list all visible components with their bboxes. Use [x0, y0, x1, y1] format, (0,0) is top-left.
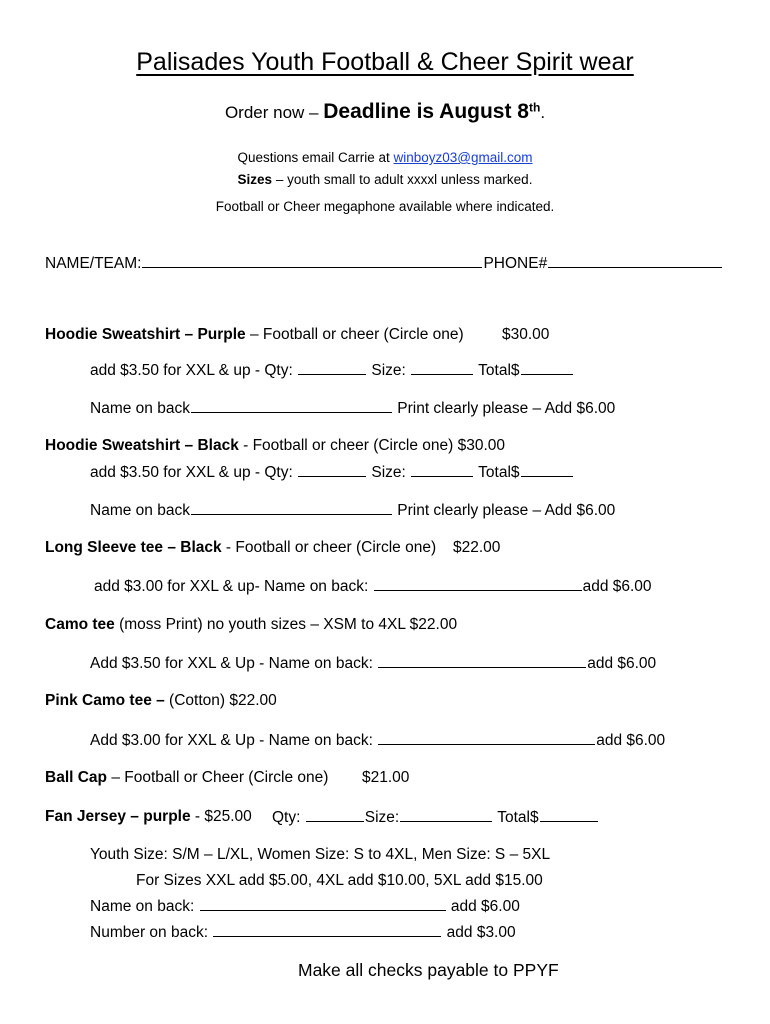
hoodie-purple-name-label: Name on back	[90, 400, 190, 417]
long-sleeve-upcharge: add $3.00 for XXL & up- Name on back:	[94, 578, 373, 595]
hoodie-black-upcharge: add $3.50 for XXL & up - Qty:	[90, 464, 298, 481]
deadline-sup: th	[528, 100, 541, 115]
deadline-line	[0, 100, 770, 124]
name-team-label: NAME/TEAM:	[45, 255, 142, 272]
fan-jersey-title-line	[45, 808, 252, 826]
hoodie-black-name-label: Name on back	[90, 502, 190, 519]
ball-cap-desc: – Football or Cheer (Circle one)	[107, 769, 329, 786]
camo-title-line	[45, 616, 457, 634]
hoodie-black-print-note: Print clearly please – Add $6.00	[392, 502, 616, 519]
fan-jersey-title: Fan Jersey – purple	[45, 808, 191, 825]
hoodie-purple-total-field[interactable]	[521, 361, 573, 375]
hoodie-black-size-field[interactable]	[411, 463, 473, 477]
checks-payable-note: Make all checks payable to PPYF	[298, 960, 559, 980]
ball-cap-title-line	[45, 769, 328, 787]
pink-camo-name-line	[90, 731, 665, 750]
sizes-label: Sizes	[237, 172, 273, 187]
pink-camo-title: Pink Camo tee –	[45, 692, 165, 709]
megaphone-line: Football or Cheer megaphone available where indicated.	[215, 199, 555, 214]
hoodie-black-order-line	[90, 463, 574, 482]
hoodie-purple-print-note: Print clearly please – Add $6.00	[392, 400, 616, 417]
fan-jersey-desc: - $25.00	[190, 808, 252, 825]
pink-camo-title-line	[45, 692, 277, 710]
hoodie-purple-title-line	[45, 326, 464, 344]
pink-camo-upcharge: Add $3.00 for XXL & Up - Name on back:	[90, 732, 378, 749]
hoodie-black-name-field[interactable]	[191, 501, 392, 515]
fan-jersey-total-label: Total$	[493, 809, 539, 826]
ball-cap-title: Ball Cap	[45, 769, 108, 786]
long-sleeve-name-field[interactable]	[374, 577, 582, 591]
hoodie-purple-desc: – Football or cheer (Circle one)	[245, 326, 464, 343]
hoodie-purple-name-line	[90, 399, 615, 418]
fan-jersey-number-add: add $3.00	[442, 924, 516, 941]
pink-camo-name-field[interactable]	[378, 731, 595, 745]
hoodie-black-size-label: Size:	[367, 464, 411, 481]
questions-prefix: Questions email Carrie at	[237, 150, 394, 165]
fan-jersey-qty-label: Qty:	[272, 809, 305, 826]
camo-desc: (moss Print) no youth sizes – XSM to 4XL $22.00	[114, 616, 458, 633]
name-phone-row	[45, 254, 723, 273]
fan-jersey-sizes-line: Youth Size: S/M – L/XL, Women Size: S to 4XL, Men Size: S – 5XL	[90, 846, 551, 863]
camo-name-line	[90, 654, 656, 673]
phone-field[interactable]	[548, 254, 722, 268]
pink-camo-name-add: add $6.00	[596, 732, 666, 749]
hoodie-black-total-field[interactable]	[521, 463, 573, 477]
camo-name-add: add $6.00	[587, 655, 657, 672]
name-team-field[interactable]	[142, 254, 482, 268]
hoodie-purple-price: $30.00	[502, 326, 550, 343]
hoodie-purple-qty-field[interactable]	[298, 361, 366, 375]
fan-jersey-total-field[interactable]	[540, 808, 598, 822]
pink-camo-desc: (Cotton) $22.00	[164, 692, 277, 709]
fan-jersey-number-field[interactable]	[213, 923, 441, 937]
hoodie-purple-title: Hoodie Sweatshirt – Purple	[45, 326, 246, 343]
hoodie-purple-size-field[interactable]	[411, 361, 473, 375]
long-sleeve-title: Long Sleeve tee – Black	[45, 539, 222, 556]
sizes-text: – youth small to adult xxxxl unless marked.	[272, 172, 533, 187]
fan-jersey-size-field[interactable]	[400, 808, 492, 822]
hoodie-purple-total-label: Total$	[474, 362, 520, 379]
fan-jersey-name-add: add $6.00	[446, 898, 520, 915]
sizes-line	[0, 172, 770, 187]
email-link[interactable]: winboyz03@gmail.com	[393, 150, 533, 165]
page-title: Palisades Youth Football & Cheer Spirit wear	[136, 48, 634, 76]
hoodie-black-desc: - Football or cheer (Circle one) $30.00	[238, 437, 506, 454]
camo-title: Camo tee	[45, 616, 115, 633]
hoodie-black-total-label: Total$	[474, 464, 520, 481]
hoodie-purple-upcharge: add $3.50 for XXL & up - Qty:	[90, 362, 298, 379]
camo-name-field[interactable]	[378, 654, 586, 668]
fan-jersey-qty-field[interactable]	[306, 808, 364, 822]
long-sleeve-title-line	[45, 539, 436, 557]
ball-cap-price: $21.00	[362, 769, 410, 786]
long-sleeve-name-line	[94, 577, 652, 596]
hoodie-purple-size-label: Size:	[367, 362, 411, 379]
fan-jersey-number-label: Number on back:	[90, 924, 213, 941]
hoodie-black-title: Hoodie Sweatshirt – Black	[45, 437, 239, 454]
hoodie-purple-order-line	[90, 361, 574, 380]
deadline-text: Deadline is August 8	[323, 100, 529, 123]
long-sleeve-desc: - Football or cheer (Circle one)	[221, 539, 437, 556]
hoodie-purple-name-field[interactable]	[191, 399, 392, 413]
deadline-suffix: .	[540, 103, 546, 122]
fan-jersey-extra-line: For Sizes XXL add $5.00, 4XL add $10.00, 5XL add $15.00	[136, 872, 543, 889]
hoodie-black-name-line	[90, 501, 615, 520]
hoodie-black-qty-field[interactable]	[298, 463, 366, 477]
fan-jersey-number-line	[90, 923, 516, 942]
fan-jersey-name-label: Name on back:	[90, 898, 199, 915]
long-sleeve-price: $22.00	[453, 539, 501, 556]
fan-jersey-size-label: Size:	[364, 809, 400, 826]
order-prefix: Order now –	[224, 103, 324, 122]
hoodie-black-title-line	[45, 437, 505, 455]
long-sleeve-name-add: add $6.00	[582, 578, 652, 595]
fan-jersey-name-line	[90, 897, 520, 916]
camo-upcharge: Add $3.50 for XXL & Up - Name on back:	[90, 655, 378, 672]
phone-label: PHONE#	[483, 255, 548, 272]
fan-jersey-order-line	[272, 808, 599, 827]
questions-line	[0, 150, 770, 165]
fan-jersey-name-field[interactable]	[200, 897, 446, 911]
